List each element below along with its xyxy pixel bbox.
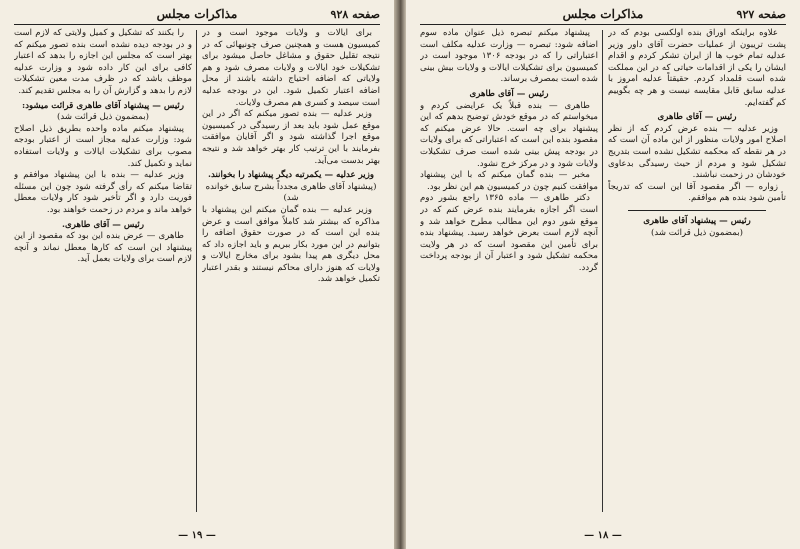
speaker-line: رئیس — آقای طاهری. (62, 219, 144, 230)
paragraph: وزیر عدلیه — بنده تصور میکنم که اگر در این موقع عمل شود باید بعد از رسیدگی در کمیسیون موقع اجرا گذاشته شود و اگر آقایان موافقت بفرمایند با این ترتیب کار بهتر خواهد شد و نتیجه بهتر بدست می‌آید. (202, 109, 380, 166)
speaker-line: رئیس — پیشنهاد آقای طاهری قرائت میشود: (22, 100, 184, 111)
column-divider (602, 30, 603, 512)
speaker-line: رئیس — آقای طاهری (469, 88, 549, 99)
paragraph: وزیر عدلیه — بنده با این پیشنهاد موافقم و تقاضا میکنم که رأی گرفته شود چون این مسئله فوریت دارد و اگر تأخیر شود کار ولایات معطل خواهد ماند و مردم در زحمت خواهند بود. (14, 170, 192, 215)
right-page-right-column (608, 28, 786, 514)
paragraph: پیشنهاد میکنم ماده واحده بطریق ذیل اصلاح شود: وزارت عدلیه مجاز است از اعتبار بودجه مصوب برای تشکیلات ایالات و ولایات استفاده نماید و تکمیل کند. (14, 123, 192, 169)
left-page-right-column (202, 28, 380, 514)
paragraph: را بکنند که تشکیل و کمیل ولایتی که لازم است و در بودجه دیده نشده است بنده تصور میکنم که بهتر است که مجلس این اجازه را بدهد که اعتبار کافی برای این کار داده شود و وزارت عدلیه موظف باشد که در ظرف مدت معین تشکیلات لازم را بدهد و گزارش آن را به مجلس تقدیم کند. (14, 28, 192, 96)
speaker-line: رئیس — پیشنهاد آقای طاهری (643, 215, 751, 226)
book-gutter (394, 0, 406, 549)
right-journal-title: مذاکرات مجلس (562, 7, 644, 21)
paragraph: زواره — اگر مقصود آقا این است که تدریجاً تأمین شود بنده هم موافقم. (608, 181, 786, 204)
parenthetical-note: (پیشنهاد آقای طاهری مجدداً بشرح سابق خوانده شد) (205, 181, 377, 204)
paragraph: وزیر عدلیه — بنده عرض کردم که از نظر اصلاح امور ولایات منظور از این ماده آن است که در هر نقطه که محکمه تشکیل نشده است بتدریج تشکیل شود و مردم از حیث رسیدگی بدعاوی خودشان در زحمت نباشند. (608, 123, 786, 181)
paragraph: پیشنهاد میکنم تبصره ذیل عنوان ماده سوم اضافه شود: تبصره — وزارت عدلیه مکلف است اعتباراتی را که در بودجه ۱۳۰۶ موجود است در کمیسیون برای تشکیلات ایالات و ولایات بیش بینی شده است بمصرف برساند. (420, 28, 598, 85)
left-page-header (14, 6, 380, 25)
right-page (406, 0, 800, 549)
right-page-number: صفحه ۹۲۷ (736, 8, 786, 21)
parenthetical-note: (بمضمون ذیل قرائت شد) (651, 227, 743, 238)
paragraph: طاهری — بنده قبلاً یک عرایضی کردم و میخواستم که در موقع خودش توضیح بدهم که این پیشنهاد برای چه است. حالا عرض میکنم که مقصود بنده این است که اعتباراتی که برای ولایات در بودجه پیش بینی شده است صرف تشکیلات ولایات شود و در مرکز خرج نشود. (420, 100, 598, 169)
left-page-left-column (14, 28, 192, 514)
right-page-header (420, 6, 786, 25)
left-page-footer: — ۱۹ — (178, 530, 216, 541)
speaker-line: رئیس — آقای طاهری (657, 112, 737, 123)
paragraph: علاوه براینکه اوراق بنده اولکسی بودم که در پشت تریبون از عملیات حضرت آقای داور وزیر عدلیه تمام خوب ها از ایران تشکر کردم و اقدام ایشان را یکی از اقدامات حیاتی که در این مملکت شده است قلمداد کردم. حقیقتاً عدلیه امروز با عدلیه سابق قابل مقایسه نیست و هر چه بگوییم کم گفته‌ایم. (608, 28, 786, 108)
right-page-left-column (420, 28, 598, 514)
speaker-line: وزیر عدلیه — یکمرتبه دیگر پیشنهاد را بخوانند. (207, 170, 375, 181)
section-rule (628, 210, 766, 211)
paragraph: وزیر عدلیه — بنده گمان میکنم این پیشنهاد با مذاکره که بیشتر شد کاملاً موافق است و عرض بنده این است که در صورت حقوق اضافه را بتوانیم در این مورد بکار ببریم و باید اجازه داد که محل دیگری هم پیدا بشود برای مخارج ایالات و ولایات که هنوز دارای محاکم نیستند و بقدر اعتبار تکمیل خواهد شد. (202, 204, 380, 285)
left-journal-title: مذاکرات مجلس (156, 7, 238, 21)
paragraph: مخبر — بنده گمان میکنم که با این پیشنهاد موافقت کنیم چون در کمیسیون هم این نظر بود. (420, 170, 598, 192)
paragraph: دکتر طاهری — ماده ۱۳۶۵ راجع بشور دوم است اگر اجازه بفرمایند بنده عرض کنم که در موقع شور دوم این مطالب مطرح خواهد شد و آنچه لازم است بعرض خواهد رسید. پیشنهاد بنده برای تأمین این مقصود است که در هر ولایت محکمه تشکیل شود و اعتبار آن از بودجه پرداخت گردد. (420, 193, 598, 273)
column-divider (196, 30, 197, 512)
paragraph: طاهری — عرض بنده این بود که مقصود از این پیشنهاد این است که کارها معطل نماند و آنچه لازم است برای ولایات بعمل آید. (14, 231, 192, 265)
paragraph: برای ایالات و ولایات موجود است و در کمیسیون هست و همچنین صرف چونیهائی که در نتیجه تقلیل حقوق و مشاغل حاصل میشود برای تشکیلات خود ایالات و ولایات مصرف شود و هم ولایاتی که اضافه احتیاج داشته باشند از محل اضافه اعتبار تکمیل شود. این در بودجه عدلیه است سیصد و کسری هم مصرف ولایات. (202, 28, 380, 108)
left-page (0, 0, 394, 549)
parenthetical-note: (بمضمون ذیل قرائت شد) (57, 112, 149, 123)
right-page-footer: — ۱۸ — (584, 530, 622, 541)
left-page-number: صفحه ۹۲۸ (330, 8, 380, 21)
